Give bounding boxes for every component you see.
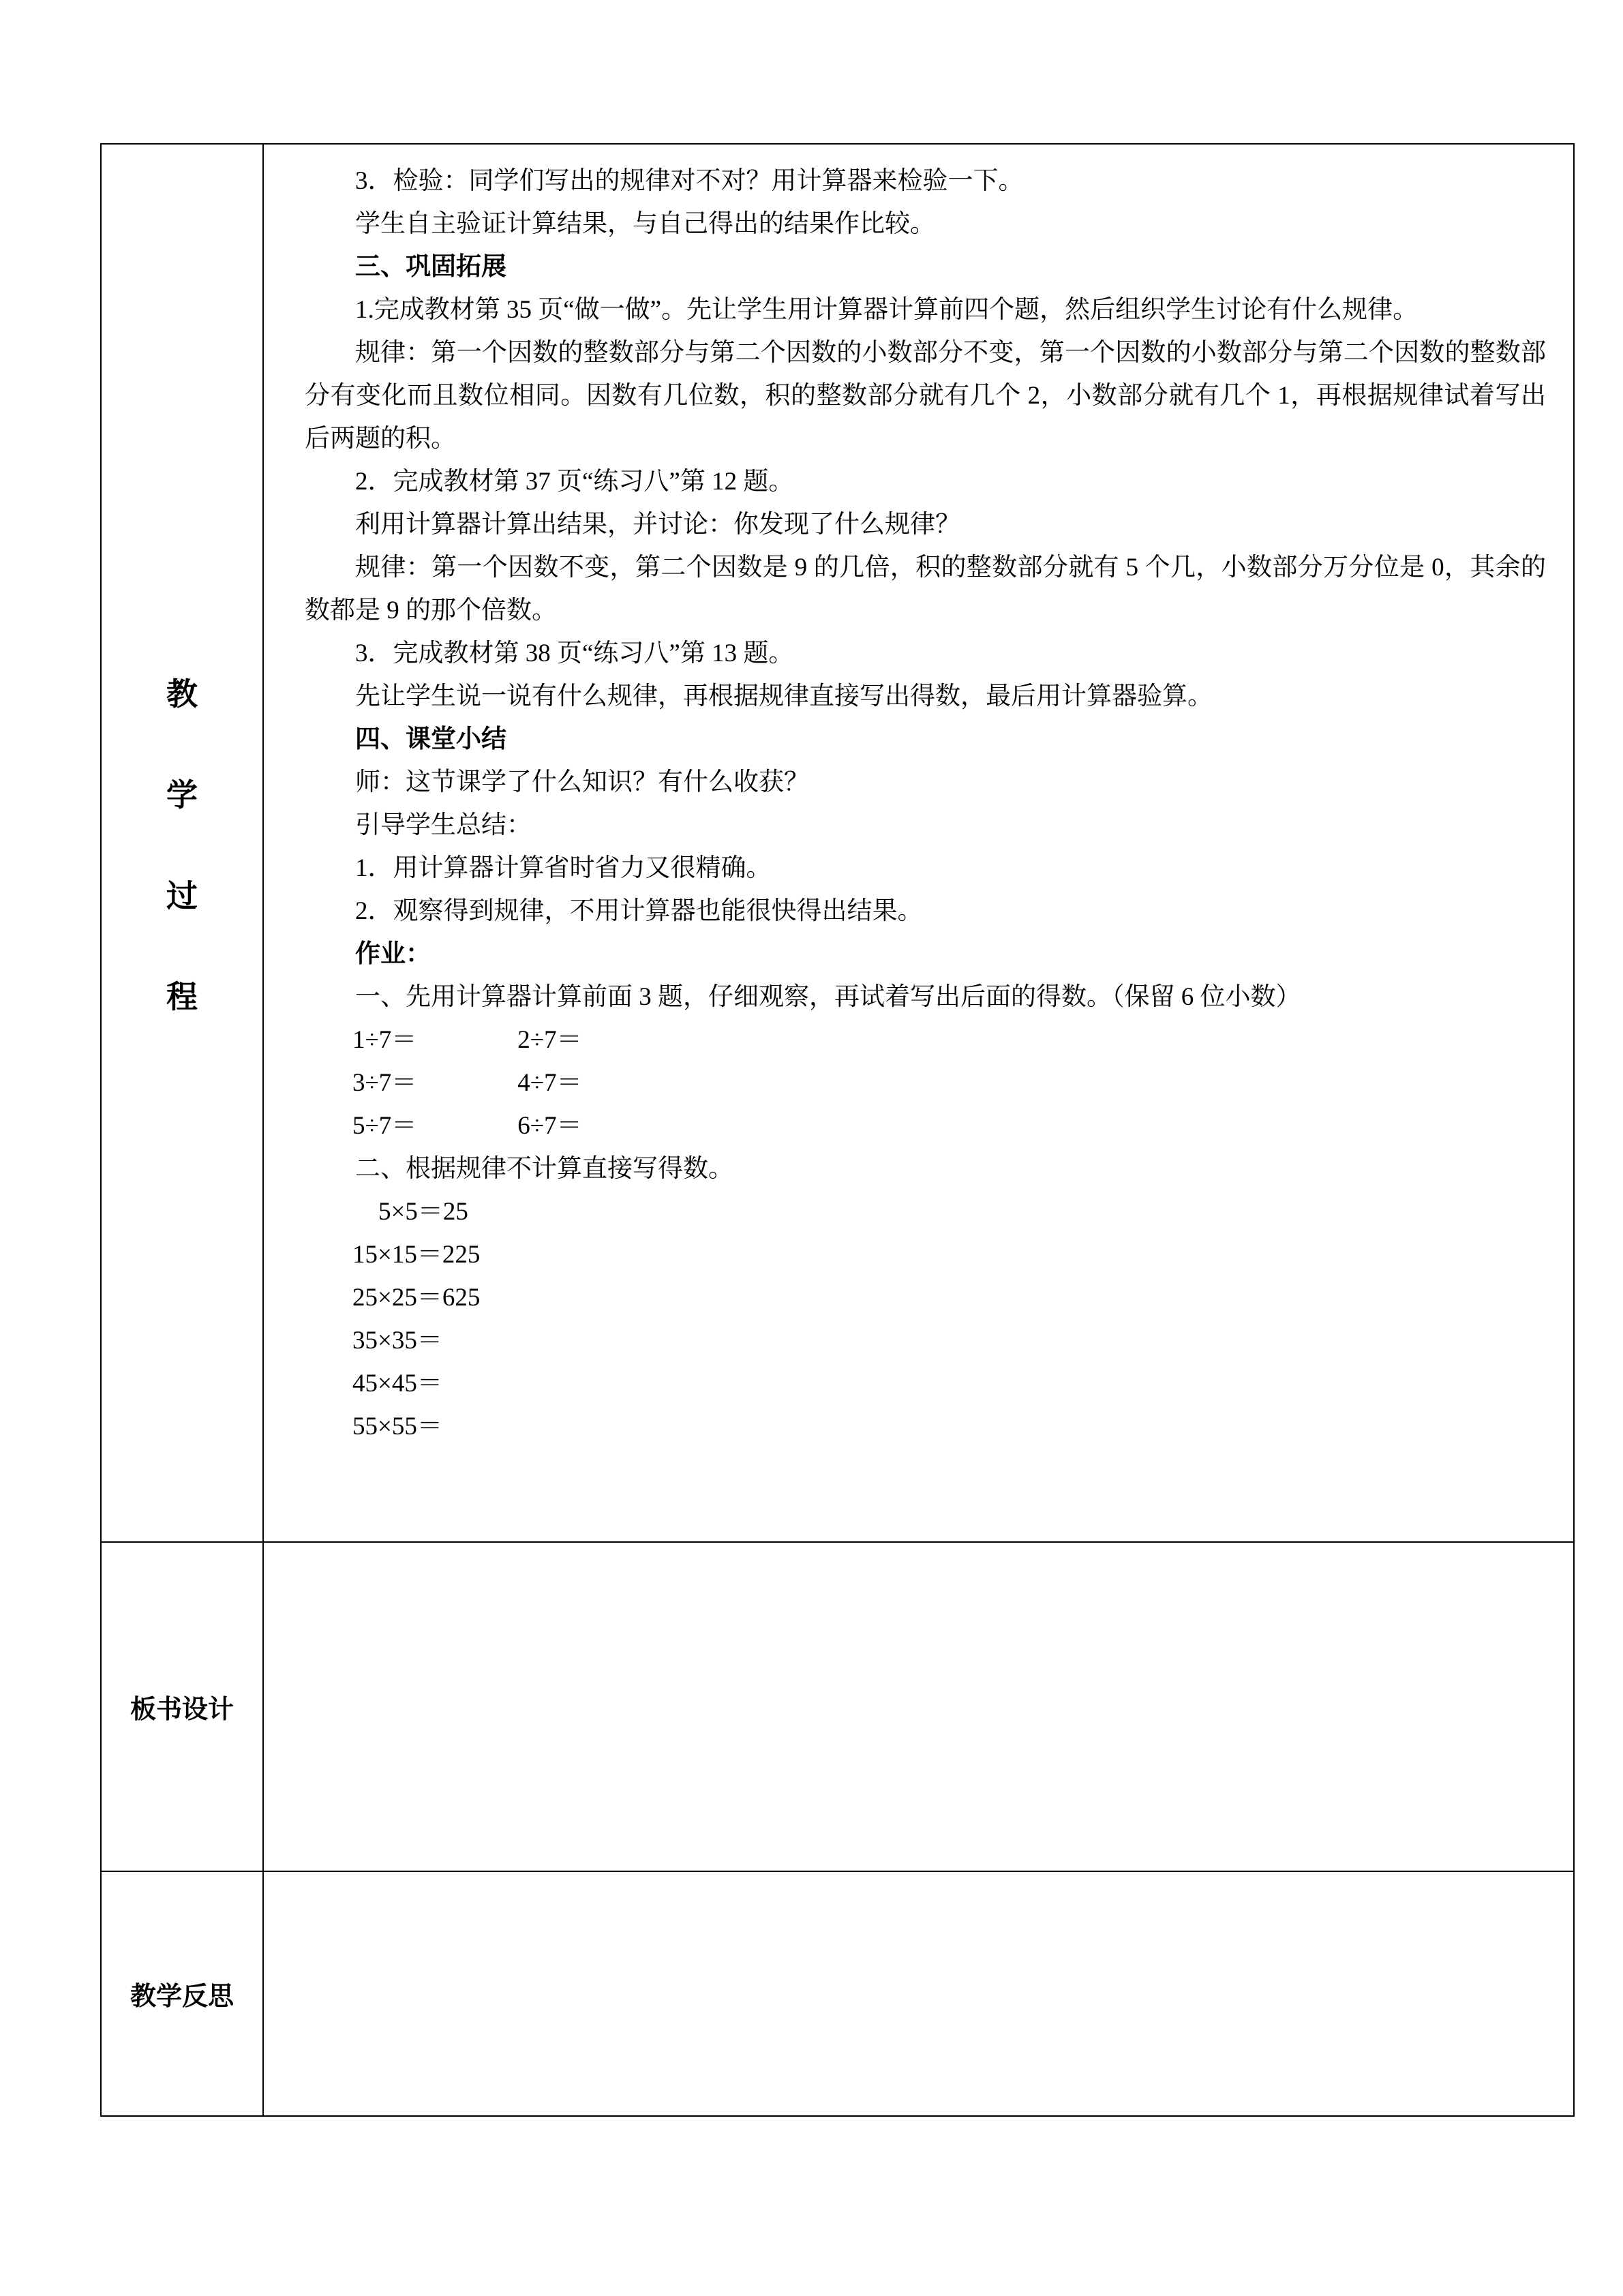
board-design-label-cell [102, 1543, 264, 1871]
paragraph: 2．完成教材第 37 页“练习八”第 12 题。 [355, 468, 794, 496]
paragraph: 三、巩固拓展 [355, 253, 506, 281]
paragraph: 5÷7＝ 6÷7＝ [352, 1112, 582, 1140]
label-char: 教 [166, 676, 198, 712]
teaching-reflection-content [264, 1872, 1573, 2115]
paragraph: 引导学生总结： [355, 811, 532, 839]
teaching-reflection-label-cell [102, 1872, 264, 2115]
paragraph: 二、根据规律不计算直接写得数。 [355, 1155, 733, 1183]
paragraph: 3÷7＝ 4÷7＝ [352, 1069, 582, 1097]
paragraph: 四、课堂小结 [355, 725, 506, 753]
paragraph: 一、先用计算器计算前面 3 题，仔细观察，再试着写出后面的得数。（保留 6 位小数） [355, 983, 1301, 1011]
teaching-process-label-cell [102, 145, 264, 1541]
paragraph: 15×15＝225 [352, 1241, 481, 1269]
teaching-reflection-row [102, 1872, 1573, 2115]
paragraph: 师：这节课学了什么知识？有什么收获？ [355, 768, 809, 796]
board-design-label: 板书设计 [130, 1695, 234, 1724]
paragraph: 规律：第一个因数的整数部分与第二个因数的小数部分不变，第一个因数的小数部分与第二个因数的整数部分有变化而且数位相同。因数有几位数，积的整数部分就有几个 2，小数部分就有几个 1，再根据规律试着写出后两题的积。 [305, 339, 1546, 453]
paragraph: 先让学生说一说有什么规律，再根据规律直接写出得数，最后用计算器验算。 [355, 682, 1213, 710]
label-char: 过 [166, 878, 198, 913]
paragraph: 学生自主验证计算结果，与自己得出的结果作比较。 [355, 210, 935, 238]
paragraph: 3．检验：同学们写出的规律对不对？用计算器来检验一下。 [355, 167, 1024, 195]
paragraph: 1.完成教材第 35 页“做一做”。先让学生用计算器计算前四个题，然后组织学生讨论有什么规律。 [355, 296, 1419, 324]
paragraph: 5×5＝25 [378, 1198, 468, 1226]
paragraph: 25×25＝625 [352, 1284, 481, 1312]
paragraph: 规律：第一个因数不变，第二个因数是 9 的几倍，积的整数部分就有 5 个几，小数部分万分位是 0，其余的数都是 9 的那个倍数。 [305, 554, 1546, 624]
paragraph: 3．完成教材第 38 页“练习八”第 13 题。 [355, 639, 794, 667]
teaching-process-label [166, 669, 198, 1017]
teaching-process-content [264, 145, 1573, 1541]
paragraph: 1．用计算器计算省时省力又很精确。 [355, 854, 772, 882]
board-design-content [264, 1543, 1573, 1871]
teaching-process-row [102, 145, 1573, 1543]
lesson-plan-table [100, 143, 1575, 2117]
paragraph: 35×35＝ [352, 1327, 442, 1355]
paragraph: 45×45＝ [352, 1370, 442, 1398]
paragraph: 2．观察得到规律，不用计算器也能很快得出结果。 [355, 897, 923, 925]
paragraph: 55×55＝ [352, 1413, 442, 1440]
board-design-row [102, 1543, 1573, 1872]
paragraph: 1÷7＝ 2÷7＝ [352, 1026, 582, 1054]
paragraph: 作业： [355, 940, 431, 968]
label-char: 学 [166, 777, 198, 813]
label-char: 程 [166, 979, 198, 1014]
teaching-reflection-label: 教学反思 [130, 1982, 234, 2011]
paragraph: 利用计算器计算出结果，并讨论：你发现了什么规律？ [355, 511, 960, 539]
